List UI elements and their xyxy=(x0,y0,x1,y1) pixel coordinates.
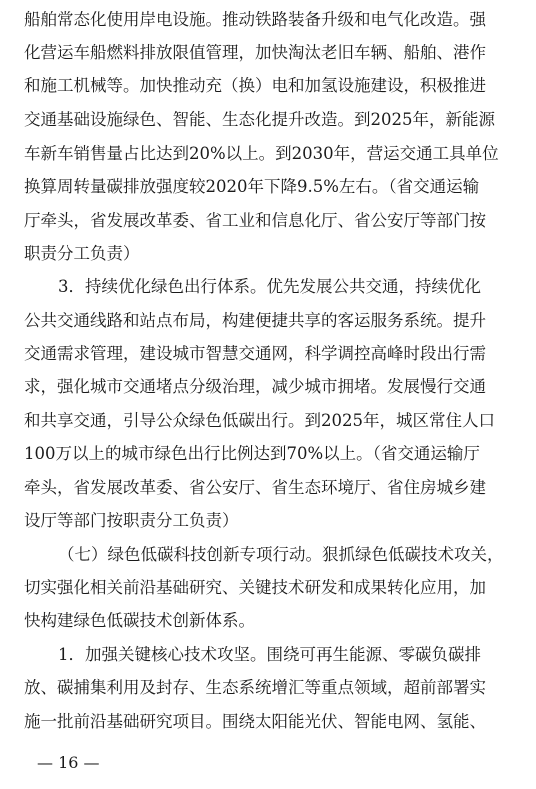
text-line: 切实强化相关前沿基础研究、关键技术研发和成果转化应用，加 xyxy=(24,578,486,597)
text-line: 和共享交通，引导公众绿色低碳出行。到2025年，城区常住人口 xyxy=(24,411,495,430)
text-line: 公共交通线路和站点布局，构建便捷共享的客运服务系统。提升 xyxy=(24,311,486,330)
text-line: （七）绿色低碳科技创新专项行动。狠抓绿色低碳技术攻关， xyxy=(58,545,504,564)
text-line: 船舶常态化使用岸电设施。推动铁路装备升级和电气化改造。强 xyxy=(24,10,486,29)
text-line: 牵头，省发展改革委、省公安厅、省生态环境厅、省住房城乡建 xyxy=(24,478,486,497)
text-line: 换算周转量碳排放强度较2020年下降9.5%左右。（省交通运输 xyxy=(24,177,480,196)
text-line: 施一批前沿基础研究项目。围绕太阳能光伏、智能电网、氢能、 xyxy=(24,712,486,731)
text-line: 放、碳捕集利用及封存、生态系统增汇等重点领域，超前部署实 xyxy=(24,678,486,697)
text-line: 求，强化城市交通堵点分级治理，减少城市拥堵。发展慢行交通 xyxy=(24,377,486,396)
text-line: 交通需求管理，建设城市智慧交通网，科学调控高峰时段出行需 xyxy=(24,344,486,363)
text-line: 快构建绿色低碳技术创新体系。 xyxy=(24,611,255,630)
text-line: 职责分工负责） xyxy=(24,244,140,263)
page-number: — 16 — xyxy=(37,753,100,772)
text-line: 化营运车船燃料排放限值管理，加快淘汰老旧车辆、船舶、港作 xyxy=(24,43,486,62)
text-line: 和施工机械等。加快推动充（换）电和加氢设施建设，积极推进 xyxy=(24,76,486,95)
text-line: 设厅等部门按职责分工负责） xyxy=(24,511,239,530)
text-line: 100万以上的城市绿色出行比例达到70%以上。（省交通运输厅 xyxy=(24,444,480,463)
text-line: 交通基础设施绿色、智能、生态化提升改造。到2025年，新能源 xyxy=(24,110,495,129)
text-line: 厅牵头，省发展改革委、省工业和信息化厅、省公安厅等部门按 xyxy=(24,211,486,230)
text-line: 3．持续优化绿色出行体系。优先发展公共交通，持续优化 xyxy=(58,277,481,296)
text-line: 1．加强关键核心技术攻坚。围绕可再生能源、零碳负碳排 xyxy=(58,645,481,664)
text-line: 车新车销售量占比达到20%以上。到2030年，营运交通工具单位 xyxy=(24,144,499,163)
